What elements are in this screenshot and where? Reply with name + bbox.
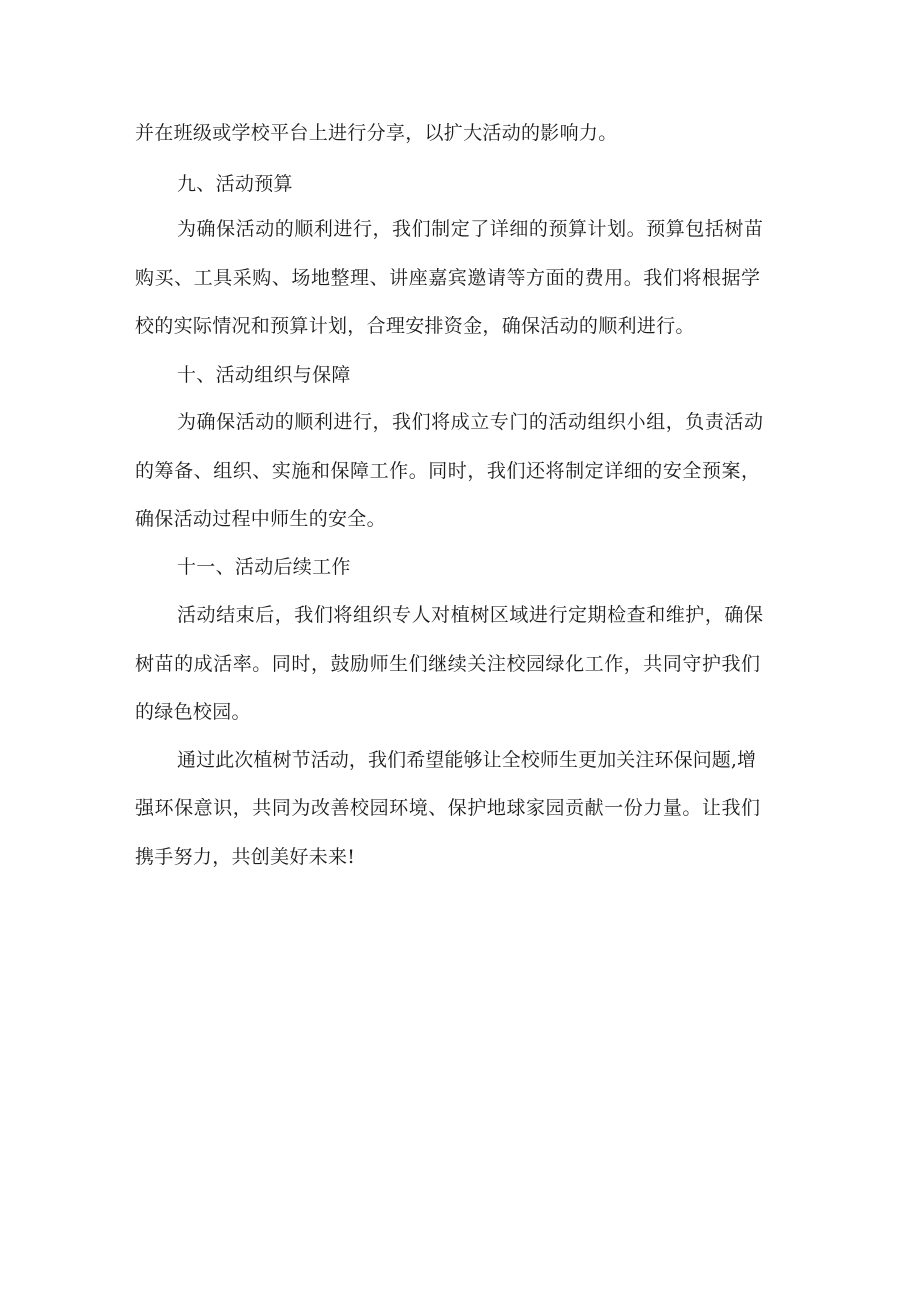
paragraph-line: 并在班级或学校平台上进行分享，以扩大活动的影响力。 [135,122,618,144]
paragraph-line: 为确保活动的顺利进行，我们制定了详细的预算计划。预算包括树苗 [177,218,764,240]
paragraph-line: 的筹备、组织、实施和保障工作。同时，我们还将制定详细的安全预案， [135,460,761,482]
paragraph-line: 校的实际情况和预算计划，合理安排资金，确保活动的顺利进行。 [135,315,695,337]
paragraph-line: 携手努力，共创美好未来! [135,846,356,868]
section-heading-followup: 十一、活动后续工作 [177,556,351,578]
paragraph-line: 为确保活动的顺利进行，我们将成立专门的活动组织小组，负责活动 [177,411,764,433]
paragraph-line: 树苗的成活率。同时，鼓励师生们继续关注校园绿化工作，共同守护我们 [135,653,761,675]
paragraph-line: 的绿色校园。 [135,701,251,723]
paragraph-line: 强环保意识，共同为改善校园环境、保护地球家园贡献一份力量。让我们 [135,797,761,819]
paragraph-line: 活动结束后，我们将组织专人对植树区域进行定期检查和维护，确保 [177,604,764,626]
section-heading-budget: 九、活动预算 [177,173,293,195]
paragraph-line: 确保活动过程中师生的安全。 [135,508,386,530]
section-heading-organization: 十、活动组织与保障 [177,364,351,386]
paragraph-line: 购买、工具采购、场地整理、讲座嘉宾邀请等方面的费用。我们将根据学 [135,267,761,289]
paragraph-line: 通过此次植树节活动，我们希望能够让全校师生更加关注环保问题,增 [177,749,757,771]
